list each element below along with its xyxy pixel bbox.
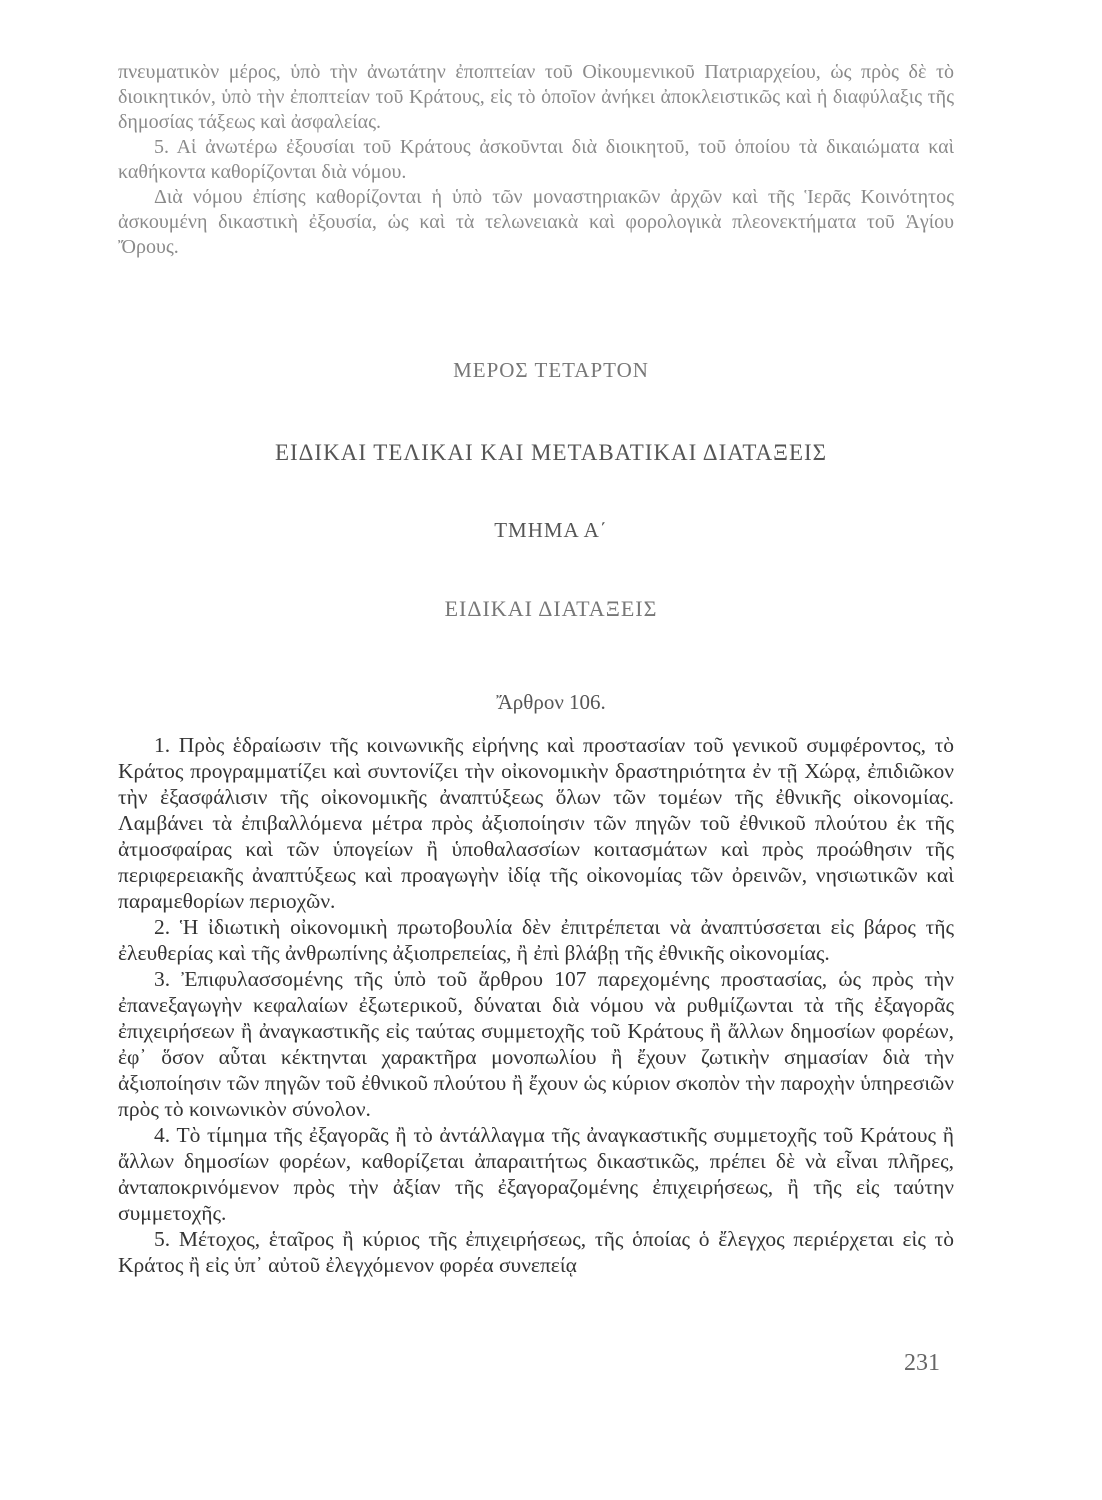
paragraph: πνευματικὸν μέρος, ὑπὸ τὴν ἀνωτάτην ἐποπτείαν τοῦ Οἰκουμενικοῦ Πατριαρχείου, ὡς πρὸς δὲ τὸ διοικητικόν, ὑπὸ τὴν ἐποπτείαν τοῦ Κράτους, εἰς τὸ ὁποῖον ἀνήκει ἀποκλειστικῶς καὶ ἡ διαφύλαξις τῆς δημοσίας τάξεως καὶ ἀσφαλείας.	[118, 61, 954, 133]
section-subtitle: ΕΙΔΙΚΑΙ ΔΙΑΤΑΞΕΙΣ	[444, 596, 658, 621]
paragraph: Διὰ νόμου ἐπίσης καθορίζονται ἡ ὑπὸ τῶν μοναστηριακῶν ἀρχῶν καὶ τῆς Ἱερᾶς Κοινότητος ἀσκουμένη δικαστικὴ ἐξουσία, ὡς καὶ τὰ τελωνειακὰ καὶ φορολογικὰ πλεονεκτήματα τοῦ Ἁγίου Ὄρους.	[118, 186, 954, 258]
paragraph: 5. Αἱ ἀνωτέρω ἐξουσίαι τοῦ Κράτους ἀσκοῦνται διὰ διοικητοῦ, τοῦ ὁποίου τὰ δικαιώματα καὶ καθήκοντα καθορίζονται διὰ νόμου.	[118, 136, 954, 183]
page-number: 231	[904, 1350, 940, 1376]
paragraph: 3. Ἐπιφυλασσομένης τῆς ὑπὸ τοῦ ἄρθρου 107 παρεχομένης προστασίας, ὡς πρὸς τὴν ἐπανεξαγωγὴν κεφαλαίων ἐξωτερικοῦ, δύναται διὰ νόμου νὰ ρυθμίζωνται τὰ τῆς ἐξαγορᾶς ἐπιχειρήσεων ἢ ἀναγκαστικῆς εἰς ταύτας συμμετοχῆς τοῦ Κράτους ἢ ἄλλων δημοσίων φορέων, ἐφ᾽ ὅσον αὗται κέκτηνται χαρακτῆρα μονοπωλίου ἢ ἔχουν ζωτικὴν σημασίαν διὰ τὴν ἀξιοποίησιν τῶν πηγῶν τοῦ ἐθνικοῦ πλούτου ἢ ἔχουν ὡς κύριον σκοπὸν τὴν παροχὴν ὑπηρεσιῶν πρὸς τὸ κοινωνικὸν σύνολον.	[118, 967, 954, 1121]
article-heading: Ἄρθρον 106.	[496, 690, 606, 714]
previous-article-continuation	[118, 60, 954, 260]
section-heading: ΤΜΗΜΑ Α΄	[494, 518, 608, 542]
paragraph: 4. Τὸ τίμημα τῆς ἐξαγορᾶς ἢ τὸ ἀντάλλαγμα τῆς ἀναγκαστικῆς συμμετοχῆς τοῦ Κράτους ἢ ἄλλων δημοσίων φορέων, καθορίζεται ἀπαραιτήτως δικαστικῶς, πρέπει δὲ νὰ εἶναι πλῆρες, ἀνταποκρινόμενον πρὸς τὴν ἀξίαν τῆς ἐξαγοραζομένης ἐπιχειρήσεως, ἢ τῆς εἰς ταύτην συμμετοχῆς.	[118, 1123, 954, 1225]
article-body	[118, 732, 954, 1278]
paragraph: 2. Ἡ ἰδιωτικὴ οἰκονομικὴ πρωτοβουλία δὲν ἐπιτρέπεται νὰ ἀναπτύσσεται εἰς βάρος τῆς ἐλευθερίας καὶ τῆς ἀνθρωπίνης ἀξιοπρεπείας, ἢ ἐπὶ βλάβῃ τῆς ἐθνικῆς οἰκονομίας.	[118, 915, 954, 965]
part-title: ΕΙΔΙΚΑΙ ΤΕΛΙΚΑΙ ΚΑΙ ΜΕΤΑΒΑΤΙΚΑΙ ΔΙΑΤΑΞΕΙΣ	[274, 440, 828, 465]
paragraph: 1. Πρὸς ἑδραίωσιν τῆς κοινωνικῆς εἰρήνης καὶ προστασίαν τοῦ γενικοῦ συμφέροντος, τὸ Κράτος προγραμματίζει καὶ συντονίζει τὴν οἰκονομικὴν δραστηριότητα ἐν τῇ Χώρᾳ, ἐπιδιῶκον τὴν ἐξασφάλισιν τῆς οἰκονομικῆς ἀναπτύξεως ὅλων τῶν τομέων τῆς ἐθνικῆς οἰκονομίας. Λαμβάνει τὰ ἐπιβαλλόμενα μέτρα πρὸς ἀξιοποίησιν τῶν πηγῶν τοῦ ἐθνικοῦ πλούτου ἐκ τῆς ἀτμοσφαίρας καὶ τῶν ὑπογείων ἢ ὑποθαλασσίων κοιτασμάτων καὶ πρὸς προώθησιν τῆς περιφερειακῆς ἀναπτύξεως καὶ προαγωγὴν ἰδίᾳ τῆς οἰκονομίας τῶν ὀρεινῶν, νησιωτικῶν καὶ παραμεθορίων περιοχῶν.	[118, 733, 954, 913]
paragraph: 5. Μέτοχος, ἑταῖρος ἢ κύριος τῆς ἐπιχειρήσεως, τῆς ὁποίας ὁ ἔλεγχος περιέρχεται εἰς τὸ Κράτος ἢ εἰς ὑπ᾽ αὐτοῦ ἐλεγχόμενον φορέα συνεπείᾳ	[118, 1227, 954, 1277]
part-heading: ΜΕΡΟΣ ΤΕΤΑΡΤΟΝ	[453, 358, 649, 382]
